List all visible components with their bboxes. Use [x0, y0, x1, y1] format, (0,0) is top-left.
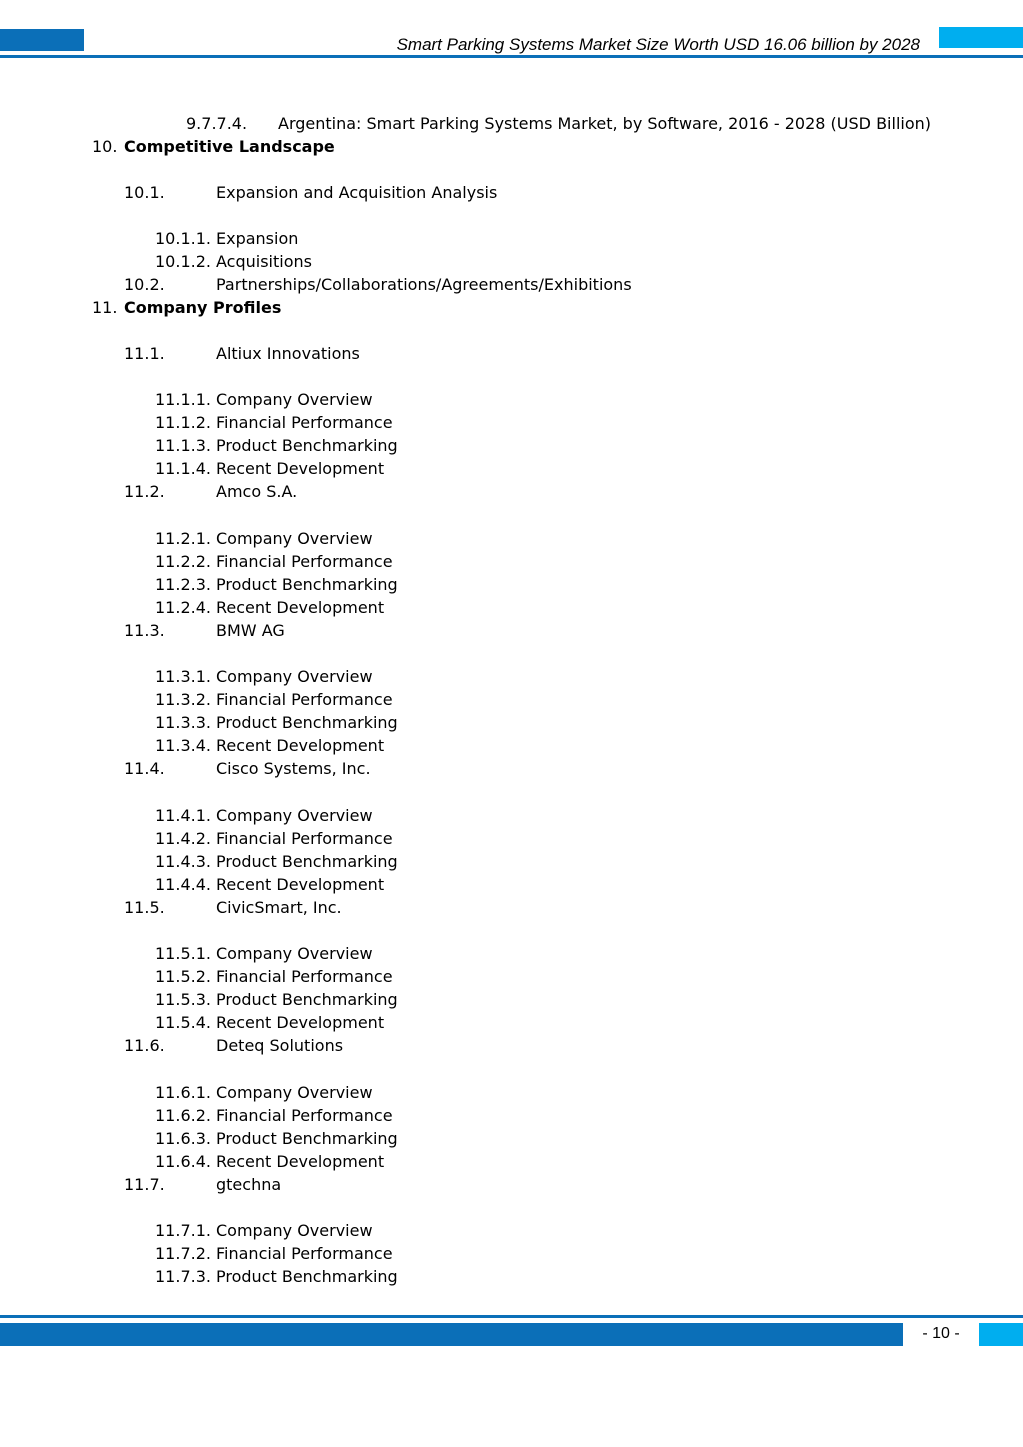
- toc-text: Financial Performance: [216, 1106, 393, 1125]
- toc-text: Product Benchmarking: [216, 1267, 398, 1286]
- toc-number: 11.3.: [124, 621, 165, 640]
- toc-text: Company Overview: [216, 1083, 373, 1102]
- toc-number: 11.3.4.: [155, 736, 211, 755]
- toc-number: 11.2.4.: [155, 598, 211, 617]
- header-right-accent: [939, 27, 1023, 48]
- toc-text: Acquisitions: [216, 252, 312, 271]
- toc-number: 11.3.2.: [155, 690, 211, 709]
- toc-text: Competitive Landscape: [124, 137, 335, 156]
- toc-number: 11.2.3.: [155, 575, 211, 594]
- toc-text: Financial Performance: [216, 829, 393, 848]
- header-rule: [0, 55, 1023, 58]
- toc-text: Recent Development: [216, 598, 385, 617]
- toc-number: 11.1.4.: [155, 459, 211, 478]
- toc-number: 11.7.1.: [155, 1221, 211, 1240]
- toc-number: 11.6.2.: [155, 1106, 211, 1125]
- toc-number: 11.4.3.: [155, 852, 211, 871]
- toc-text: Recent Development: [216, 459, 385, 478]
- toc-number: 11.4.2.: [155, 829, 211, 848]
- toc-text: Amco S.A.: [216, 482, 298, 501]
- toc-number: 9.7.7.4.: [186, 114, 248, 133]
- toc-number: 11.4.: [124, 759, 165, 778]
- toc-number: 10.1.2.: [155, 252, 211, 271]
- header-title: Smart Parking Systems Market Size Worth USD 16.06 billion by 2028: [396, 35, 920, 54]
- toc-text: Company Profiles: [124, 298, 282, 317]
- toc-number: 11.4.1.: [155, 806, 211, 825]
- toc-number: 11.1.1.: [155, 390, 211, 409]
- toc-number: 10.1.1.: [155, 229, 211, 248]
- toc-number: 11.5.3.: [155, 990, 211, 1009]
- toc-text: Product Benchmarking: [216, 990, 398, 1009]
- toc-number: 11.5.2.: [155, 967, 211, 986]
- toc-text: Product Benchmarking: [216, 852, 398, 871]
- toc-text: Company Overview: [216, 529, 373, 548]
- toc-text: Deteq Solutions: [216, 1036, 344, 1055]
- footer-right-accent: [979, 1323, 1023, 1346]
- toc-text: Financial Performance: [216, 967, 393, 986]
- toc-text: Company Overview: [216, 667, 373, 686]
- toc-number: 11.1.: [124, 344, 165, 363]
- toc-text: Expansion and Acquisition Analysis: [216, 183, 498, 202]
- footer-rule: [0, 1315, 1023, 1318]
- toc-text: Company Overview: [216, 806, 373, 825]
- toc-number: 11.7.2.: [155, 1244, 211, 1263]
- toc-text: Expansion: [216, 229, 299, 248]
- toc-text: Financial Performance: [216, 690, 393, 709]
- toc-text: Financial Performance: [216, 552, 393, 571]
- toc-number: 11.: [92, 298, 118, 317]
- toc-number: 11.2.: [124, 482, 165, 501]
- toc-text: Financial Performance: [216, 413, 393, 432]
- toc-number: 11.7.: [124, 1175, 165, 1194]
- toc-text: Product Benchmarking: [216, 575, 398, 594]
- toc-number: 11.5.: [124, 898, 165, 917]
- toc-number: 10.1.: [124, 183, 165, 202]
- toc-number: 11.2.2.: [155, 552, 211, 571]
- page-number: - 10 -: [922, 1325, 960, 1342]
- toc-number: 11.3.3.: [155, 713, 211, 732]
- toc-number: 10.2.: [124, 275, 165, 294]
- toc-text: Altiux Innovations: [216, 344, 360, 363]
- toc-number: 11.3.1.: [155, 667, 211, 686]
- toc-text: Recent Development: [216, 875, 385, 894]
- toc-text: BMW AG: [216, 621, 285, 640]
- toc-number: 11.1.2.: [155, 413, 211, 432]
- toc-number: 11.6.4.: [155, 1152, 211, 1171]
- toc-text: Product Benchmarking: [216, 713, 398, 732]
- toc-text: Argentina: Smart Parking Systems Market, by Software, 2016 - 2028 (USD Billion): [278, 114, 931, 133]
- toc-text: Recent Development: [216, 736, 385, 755]
- toc-text: Recent Development: [216, 1152, 385, 1171]
- toc-text: CivicSmart, Inc.: [216, 898, 342, 917]
- toc-text: Company Overview: [216, 1221, 373, 1240]
- toc-number: 11.5.4.: [155, 1013, 211, 1032]
- footer-bar: [0, 1323, 903, 1346]
- toc-number: 11.6.3.: [155, 1129, 211, 1148]
- toc-text: gtechna: [216, 1175, 282, 1194]
- toc-text: Company Overview: [216, 390, 373, 409]
- toc-text: Financial Performance: [216, 1244, 393, 1263]
- toc-text: Product Benchmarking: [216, 1129, 398, 1148]
- toc-text: Product Benchmarking: [216, 436, 398, 455]
- header-left-accent: [0, 29, 84, 51]
- toc-number: 11.7.3.: [155, 1267, 211, 1286]
- toc-number: 11.6.: [124, 1036, 165, 1055]
- toc-text: Recent Development: [216, 1013, 385, 1032]
- toc-text: Company Overview: [216, 944, 373, 963]
- toc-number: 11.6.1.: [155, 1083, 211, 1102]
- toc-number: 11.5.1.: [155, 944, 211, 963]
- toc-number: 11.4.4.: [155, 875, 211, 894]
- toc-number: 10.: [92, 137, 118, 156]
- toc-text: Cisco Systems, Inc.: [216, 759, 371, 778]
- toc-text: Partnerships/Collaborations/Agreements/Exhibitions: [216, 275, 632, 294]
- toc-number: 11.2.1.: [155, 529, 211, 548]
- toc-number: 11.1.3.: [155, 436, 211, 455]
